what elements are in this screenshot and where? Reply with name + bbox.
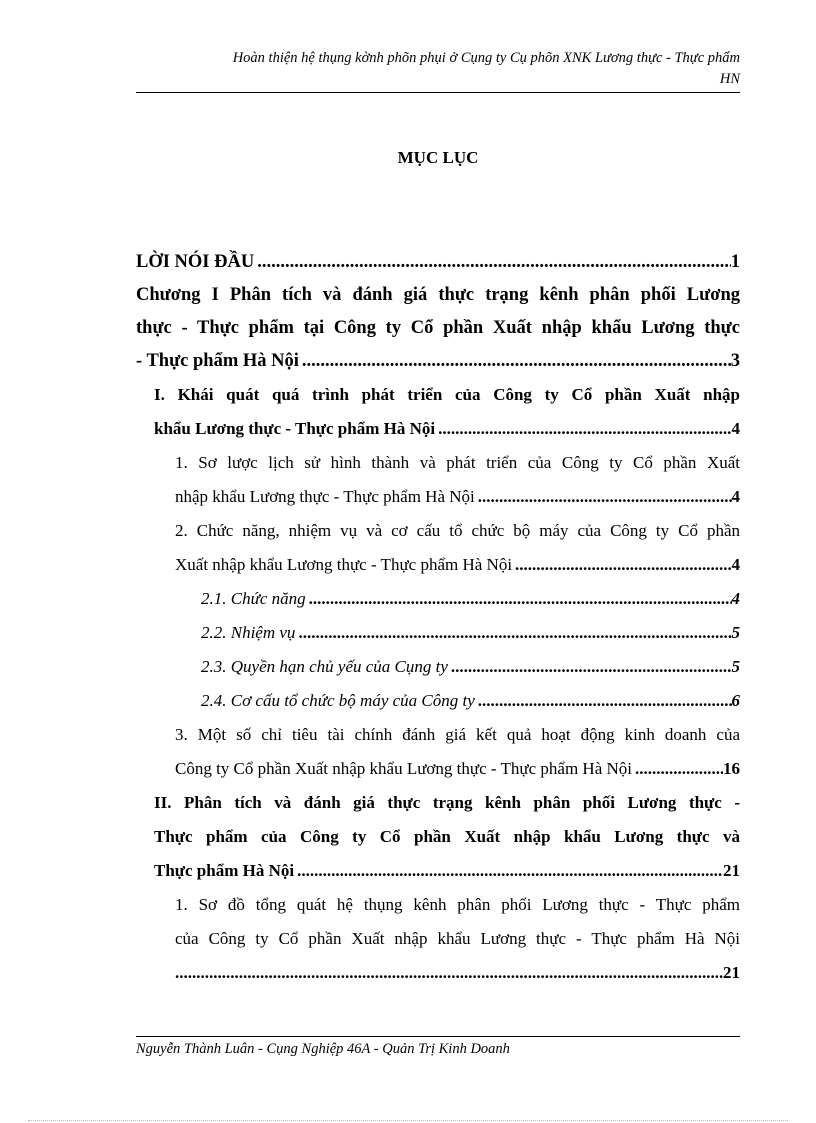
page-bottom-edge bbox=[28, 1120, 788, 1121]
toc-entry-line: 1. Sơ đồ tổng quát hệ thụng kênh phân phối Lương thực - Thực phẩm bbox=[175, 895, 740, 914]
toc-entry-line: thực - Thực phẩm tại Công ty Cổ phần Xuất nhập khẩu Lương thực bbox=[136, 318, 740, 338]
toc-entry-line: 3. Một số chỉ tiêu tài chính đánh giá kết quả hoạt động kinh doanh của bbox=[175, 725, 740, 744]
toc-entry-line: I. Khái quát quá trình phát triển của Công ty Cổ phần Xuất nhập bbox=[154, 385, 740, 404]
toc-leader-dots bbox=[515, 548, 731, 582]
toc-entry-2-2[interactable] bbox=[201, 616, 740, 650]
table-of-contents bbox=[136, 246, 740, 990]
toc-page-number: 4 bbox=[731, 487, 740, 506]
toc-entry-line: của Công ty Cổ phần Xuất nhập khẩu Lương thực - Thực phẩm Hà Nội bbox=[175, 929, 740, 948]
toc-leader-dots bbox=[451, 650, 732, 684]
running-footer: Nguyễn Thành Luân - Cụng Nghiệp 46A - Quản Trị Kinh Doanh bbox=[136, 1041, 510, 1057]
header-line-1: Hoàn thiện hệ thụng kờnh phõn phụi ở Cụng ty Cụ phõn XNK Lương thực - Thực phẩm bbox=[232, 50, 740, 66]
toc-entry-chapter-1[interactable] bbox=[136, 279, 740, 378]
toc-entry-section-1[interactable] bbox=[154, 378, 740, 446]
toc-entry-title: LỜI NÓI ĐẦU bbox=[136, 252, 255, 272]
toc-entry-title: - Thực phẩm Hà Nội bbox=[136, 351, 299, 371]
toc-page-number: 4 bbox=[731, 419, 740, 438]
toc-entry-line: 1. Sơ lược lịch sử hình thành và phát triển của Công ty Cổ phần Xuất bbox=[175, 453, 740, 472]
toc-page-number: 21 bbox=[723, 963, 740, 982]
toc-entry-section-2-1[interactable] bbox=[175, 888, 740, 990]
toc-leader-dots bbox=[438, 412, 731, 446]
footer-divider bbox=[136, 1036, 740, 1037]
running-header bbox=[136, 48, 740, 90]
toc-entry-2-3[interactable] bbox=[201, 650, 740, 684]
toc-entry-title: 2.3. Quyền hạn chủ yếu của Cụng ty bbox=[201, 657, 448, 676]
toc-leader-dots bbox=[478, 480, 732, 514]
toc-entry-line: Thực phẩm của Công ty Cổ phần Xuất nhập khẩu Lương thực và bbox=[154, 827, 740, 846]
toc-entry-subsection-1[interactable] bbox=[175, 446, 740, 514]
toc-entry-title: Công ty Cổ phần Xuất nhập khẩu Lương thực - Thực phẩm Hà Nội bbox=[175, 759, 632, 778]
toc-leader-dots bbox=[298, 616, 731, 650]
toc-page-number: 5 bbox=[731, 657, 740, 676]
toc-entry-title: Thực phẩm Hà Nội bbox=[154, 861, 295, 880]
toc-leader-dots bbox=[302, 345, 731, 378]
page-title: MỤC LỤC bbox=[397, 148, 479, 167]
toc-page-number: 6 bbox=[731, 691, 740, 710]
toc-entry-title: 2.1. Chức năng bbox=[201, 589, 306, 608]
toc-leader-dots bbox=[309, 582, 732, 616]
toc-page-number: 4 bbox=[731, 589, 740, 608]
toc-leader-dots bbox=[257, 246, 731, 279]
toc-page-number: 3 bbox=[730, 351, 740, 371]
toc-entry-line: 2. Chức năng, nhiệm vụ và cơ cấu tổ chức bộ máy của Công ty Cổ phần bbox=[175, 521, 740, 540]
toc-entry-line: Chương I Phân tích và đánh giá thực trạng kênh phân phối Lương bbox=[136, 285, 740, 305]
toc-page-number: 5 bbox=[731, 623, 740, 642]
toc-entry-title: 2.2. Nhiệm vụ bbox=[201, 623, 296, 642]
toc-leader-dots bbox=[478, 684, 732, 718]
toc-entry-title: Xuất nhập khẩu Lương thực - Thực phẩm Hà Nội bbox=[175, 555, 513, 574]
toc-leader-dots bbox=[635, 752, 723, 786]
toc-leader-dots bbox=[175, 956, 723, 990]
toc-entry-2-1[interactable] bbox=[201, 582, 740, 616]
toc-entry-preface[interactable] bbox=[136, 246, 740, 279]
toc-entry-2-4[interactable] bbox=[201, 684, 740, 718]
toc-page-number: 1 bbox=[730, 252, 740, 272]
toc-entry-title: khẩu Lương thực - Thực phẩm Hà Nội bbox=[154, 419, 436, 438]
header-line-2: HN bbox=[719, 71, 740, 87]
toc-leader-dots bbox=[297, 854, 723, 888]
toc-page-number: 16 bbox=[723, 759, 740, 778]
header-divider bbox=[136, 92, 740, 93]
toc-page-number: 4 bbox=[731, 555, 740, 574]
toc-entry-line: II. Phân tích và đánh giá thực trạng kênh phân phối Lương thực - bbox=[154, 793, 740, 812]
toc-entry-title: nhập khẩu Lương thực - Thực phẩm Hà Nội bbox=[175, 487, 475, 506]
toc-entry-title: 2.4. Cơ cấu tổ chức bộ máy của Công ty bbox=[201, 691, 475, 710]
toc-entry-subsection-2[interactable] bbox=[175, 514, 740, 582]
toc-entry-section-2[interactable] bbox=[154, 786, 740, 888]
toc-entry-subsection-3[interactable] bbox=[175, 718, 740, 786]
toc-page-number: 21 bbox=[723, 861, 740, 880]
